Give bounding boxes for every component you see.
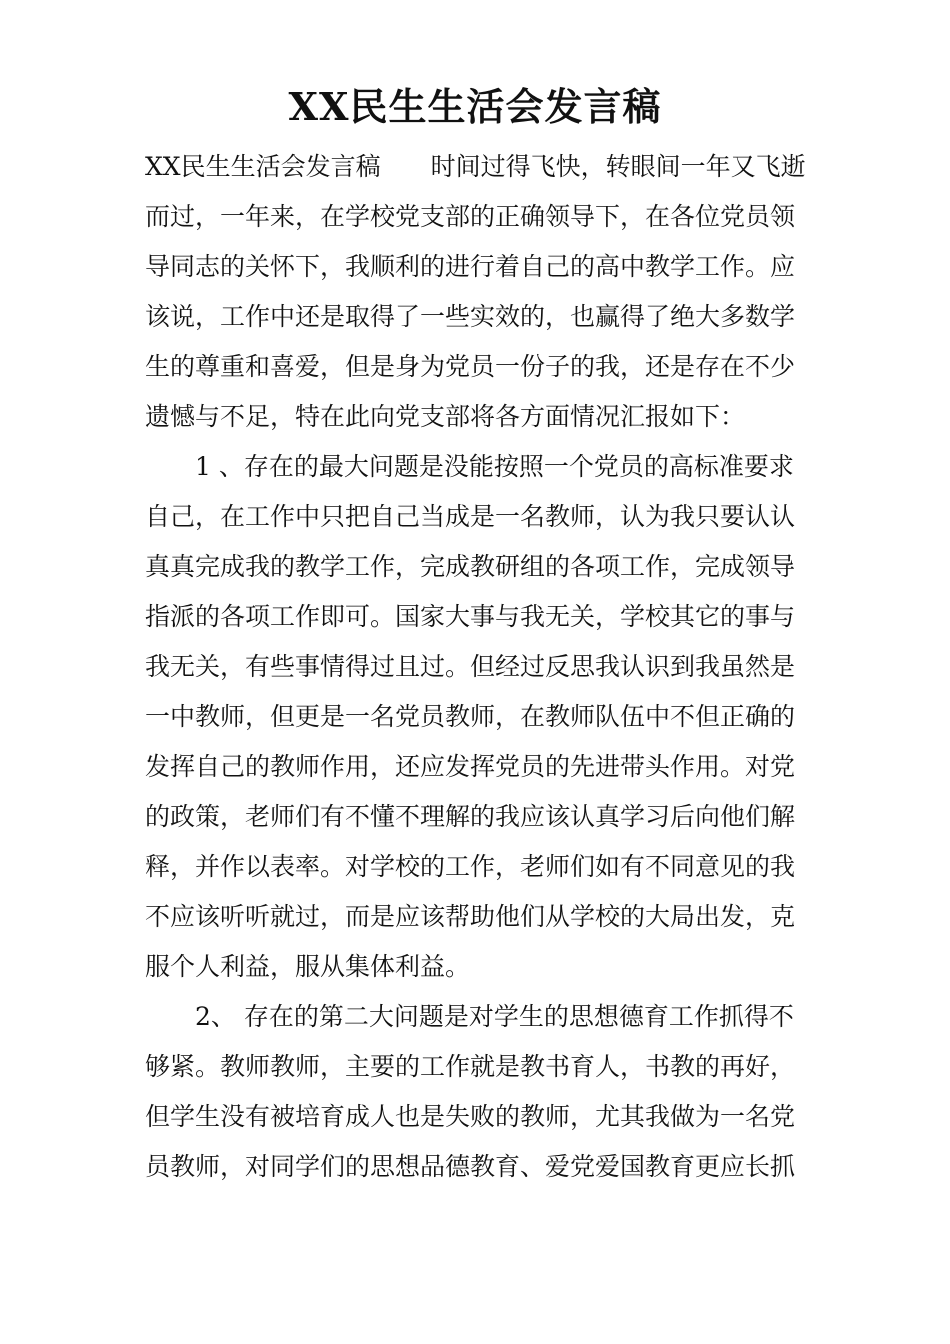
body-line-5: 生的尊重和喜爱，但是身为党员一份子的我，还是存在不少 (145, 352, 796, 381)
body-line-21: 员教师，对同学们的思想品德教育、爱党爱国教育更应长抓 (145, 1152, 796, 1181)
body-line-8: 自己，在工作中只把自己当成是一名教师，认为我只要认认 (145, 502, 796, 531)
body-line-2: 而过，一年来，在学校党支部的正确领导下，在各位党员领 (145, 202, 796, 231)
body-line-17: 服个人利益，服从集体利益。 (145, 952, 471, 981)
body-line-16: 不应该听听就过，而是应该帮助他们从学校的大局出发，克 (145, 902, 796, 931)
document-title: XX民生生活会发言稿 (288, 84, 662, 129)
body-line-3: 导同志的关怀下，我顺利的进行着自己的高中教学工作。应 (145, 252, 796, 281)
body-line-15: 释，并作以表率。对学校的工作，老师们如有不同意见的我 (145, 852, 796, 881)
body-line-19: 够紧。教师教师，主要的工作就是教书育人，书教的再好， (145, 1052, 796, 1081)
body-line-13: 发挥自己的教师作用，还应发挥党员的先进带头作用。对党 (145, 752, 796, 781)
body-line-1: XX民生生活会发言稿 时间过得飞快，转眼间一年又飞逝 (145, 152, 806, 181)
body-line-18: 2、 存在的第二大问题是对学生的思想德育工作抓得不 (145, 1002, 794, 1031)
body-line-10: 指派的各项工作即可。国家大事与我无关，学校其它的事与 (145, 602, 796, 631)
body-line-6: 遗憾与不足，特在此向党支部将各方面情况汇报如下： (145, 402, 746, 431)
body-line-11: 我无关，有些事情得过且过。但经过反思我认识到我虽然是 (145, 652, 796, 681)
body-line-7: 1 、存在的最大问题是没能按照一个党员的高标准要求 (145, 452, 794, 481)
body-line-4: 该说，工作中还是取得了一些实效的，也赢得了绝大多数学 (145, 302, 796, 331)
body-line-20: 但学生没有被培育成人也是失败的教师，尤其我做为一名党 (145, 1102, 796, 1131)
body-line-12: 一中教师，但更是一名党员教师，在教师队伍中不但正确的 (145, 702, 796, 731)
body-line-14: 的政策，老师们有不懂不理解的我应该认真学习后向他们解 (145, 802, 796, 831)
body-line-9: 真真完成我的教学工作，完成教研组的各项工作，完成领导 (145, 552, 796, 581)
